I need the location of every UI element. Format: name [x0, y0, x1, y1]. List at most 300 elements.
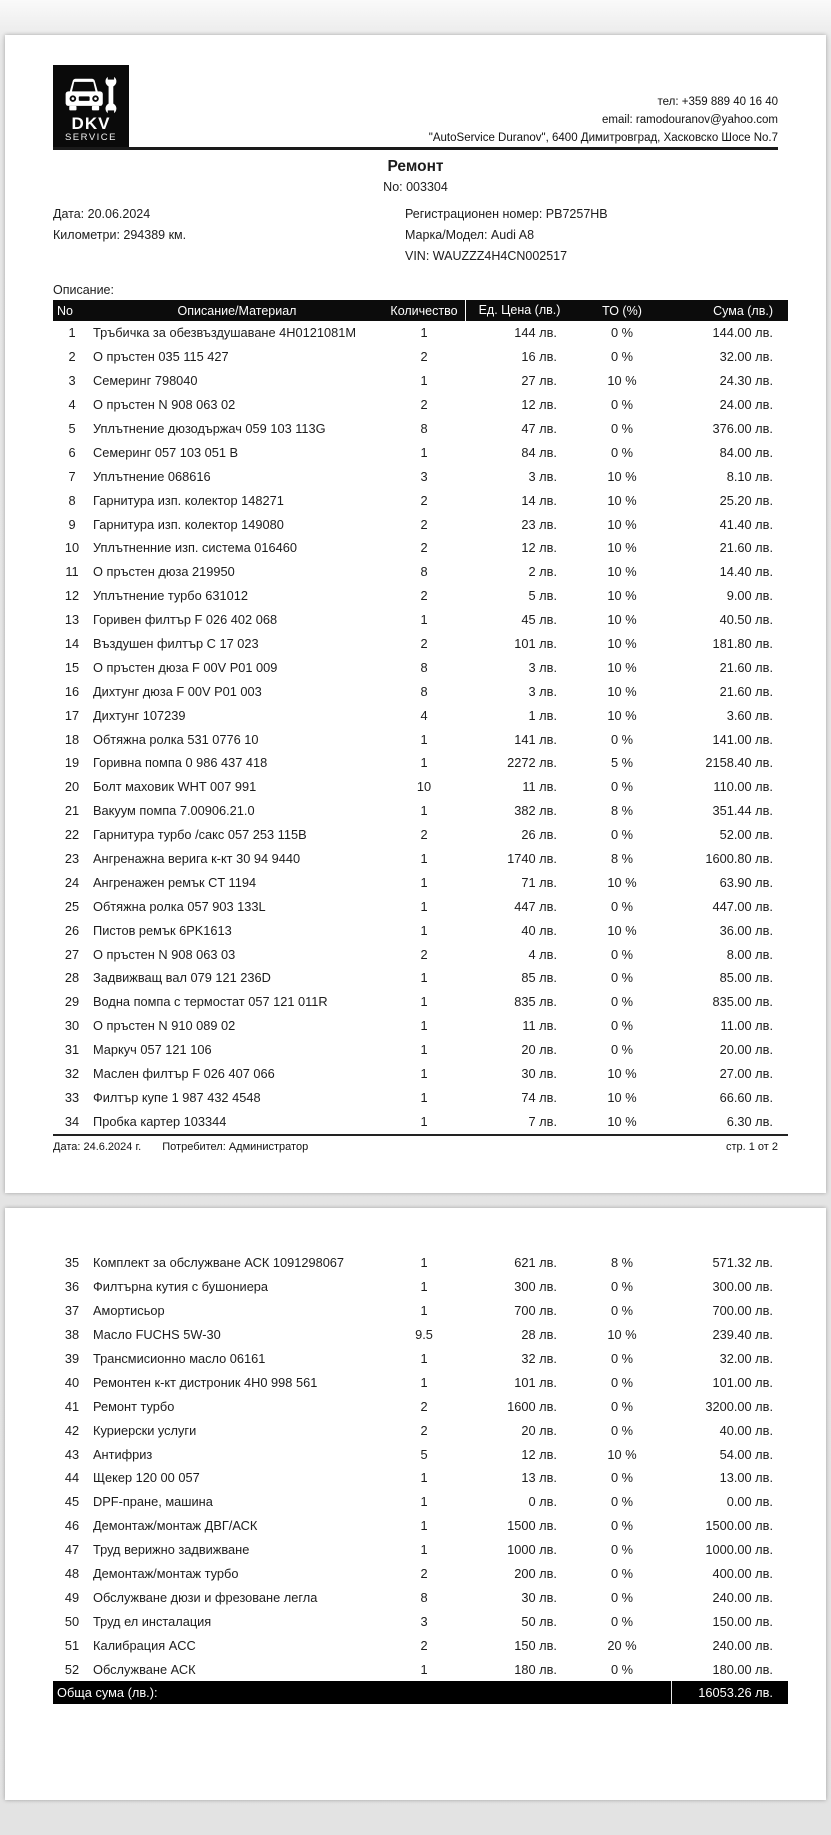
cell-to-percent: 0 %	[610, 1398, 634, 1414]
cell-sum: 1000.00 лв.	[705, 1542, 773, 1558]
header-divider	[53, 147, 778, 150]
cell-no: 13	[64, 612, 80, 628]
cell-description: Филтър купе 1 987 432 4548	[93, 1089, 261, 1105]
cell-sum: 54.00 лв.	[719, 1446, 773, 1462]
info-make-model: Марка/Модел: Audi A8	[405, 228, 535, 242]
cell-quantity: 1	[420, 1042, 428, 1058]
cell-sum: 2158.40 лв.	[705, 755, 773, 771]
table-row	[53, 1086, 788, 1110]
contact-block	[429, 93, 778, 147]
cell-to-percent: 0 %	[610, 1566, 634, 1582]
contact-email: email: ramodouranov@yahoo.com	[602, 114, 778, 126]
cell-unit-price: 1500 лв.	[507, 1518, 557, 1534]
cell-no: 28	[64, 970, 80, 986]
cell-no: 8	[68, 492, 76, 508]
cell-description: Антифриз	[93, 1446, 153, 1462]
cell-to-percent: 10 %	[607, 707, 637, 723]
cell-no: 16	[64, 683, 80, 699]
cell-quantity: 2	[420, 1637, 428, 1653]
cell-quantity: 1	[420, 1351, 428, 1366]
items-table	[53, 300, 788, 1136]
cell-sum: 571.32 лв.	[712, 1255, 773, 1271]
cell-unit-price: 20 лв.	[521, 1422, 557, 1438]
cell-to-percent: 0 %	[610, 1494, 634, 1510]
cell-quantity: 1	[420, 1113, 428, 1129]
cell-unit-price: 0 лв.	[528, 1494, 557, 1510]
cell-sum: 36.00 лв.	[719, 922, 773, 938]
cell-quantity: 1	[420, 922, 428, 938]
table-row	[53, 1466, 788, 1490]
cell-to-percent: 10 %	[607, 636, 637, 652]
cell-to-percent: 10 %	[607, 1066, 637, 1082]
cell-no: 35	[64, 1255, 80, 1271]
cell-description: Обслужване дюзи и фрезоване легла	[93, 1589, 318, 1605]
cell-unit-price: 14 лв.	[521, 492, 557, 508]
table-row	[53, 870, 788, 894]
cell-sum: 700.00 лв.	[712, 1303, 773, 1319]
cell-no: 25	[64, 898, 80, 914]
cell-no: 32	[64, 1066, 80, 1082]
table-row	[53, 417, 788, 441]
cell-no: 7	[68, 468, 76, 484]
cell-quantity: 9.5	[415, 1327, 433, 1343]
cell-to-percent: 0 %	[610, 1613, 634, 1629]
cell-to-percent: 0 %	[610, 994, 634, 1010]
cell-quantity: 1	[420, 1018, 428, 1034]
cell-unit-price: 1000 лв.	[507, 1542, 557, 1558]
cell-description: Болт маховик WHT 007 991	[93, 779, 257, 795]
cell-to-percent: 0 %	[610, 731, 634, 747]
cell-sum: 40.50 лв.	[719, 612, 773, 628]
table-row	[53, 679, 788, 703]
cell-no: 19	[64, 755, 80, 771]
table-row	[53, 1538, 788, 1562]
cell-quantity: 2	[420, 588, 428, 604]
table-row	[53, 1323, 788, 1347]
table-row	[53, 1418, 788, 1442]
cell-unit-price: 85 лв.	[521, 970, 557, 986]
cell-unit-price: 5 лв.	[528, 588, 557, 604]
cell-quantity: 2	[420, 540, 428, 556]
cell-sum: 1500.00 лв.	[705, 1518, 773, 1534]
cell-unit-price: 382 лв.	[514, 803, 557, 819]
table-row	[53, 632, 788, 656]
vehicle-info	[53, 204, 778, 267]
cell-sum: 181.80 лв.	[712, 636, 773, 652]
cell-no: 26	[64, 922, 80, 938]
table-row	[53, 1657, 788, 1681]
cell-unit-price: 300 лв.	[514, 1279, 557, 1295]
cell-no: 48	[64, 1566, 80, 1582]
cell-no: 44	[64, 1470, 80, 1486]
cell-unit-price: 23 лв.	[521, 516, 557, 532]
cell-description: Уплътнение 068616	[93, 468, 211, 484]
cell-no: 4	[68, 397, 76, 413]
table-row	[53, 799, 788, 823]
document-viewport	[0, 35, 831, 1835]
table-row	[53, 1442, 788, 1466]
cell-no: 1	[68, 325, 76, 341]
cell-sum: 351.44 лв.	[712, 803, 773, 819]
footer-left	[53, 1141, 326, 1153]
table-row	[53, 321, 788, 345]
cell-sum: 24.00 лв.	[719, 397, 773, 413]
table-row	[53, 1038, 788, 1062]
table-row	[53, 1514, 788, 1538]
cell-quantity: 1	[420, 851, 428, 867]
cell-no: 20	[64, 779, 80, 795]
cell-sum: 400.00 лв.	[712, 1566, 773, 1582]
cell-sum: 0.00 лв.	[726, 1494, 773, 1510]
cell-quantity: 2	[420, 827, 428, 843]
cell-unit-price: 12 лв.	[521, 1446, 557, 1462]
cell-description: Гарнитура турбо /сакс 057 253 115B	[93, 827, 307, 843]
cell-unit-price: 200 лв.	[514, 1566, 557, 1582]
cell-to-percent: 10 %	[607, 874, 637, 890]
cell-to-percent: 8 %	[610, 1255, 634, 1271]
cell-no: 11	[65, 564, 79, 580]
table-row	[53, 1370, 788, 1394]
cell-no: 31	[64, 1042, 80, 1058]
cell-no: 43	[64, 1446, 80, 1462]
cell-quantity: 1	[420, 373, 428, 389]
cell-quantity: 8	[420, 421, 428, 436]
cell-sum: 84.00 лв.	[719, 444, 773, 460]
table-row	[53, 1562, 788, 1586]
cell-unit-price: 20 лв.	[521, 1042, 557, 1058]
table-body-page1	[53, 321, 788, 1133]
table-row	[53, 942, 788, 966]
cell-description: Гарнитура изп. колектор 148271	[93, 492, 284, 508]
cell-unit-price: 16 лв.	[521, 349, 557, 365]
cell-no: 33	[64, 1089, 80, 1105]
table-row	[53, 1014, 788, 1038]
cell-no: 50	[64, 1613, 80, 1629]
cell-sum: 13.00 лв.	[719, 1470, 773, 1486]
cell-sum: 240.00 лв.	[712, 1637, 773, 1653]
cell-unit-price: 180 лв.	[514, 1661, 557, 1677]
table-row	[53, 1299, 788, 1323]
cell-description: Ангренажен ремък CT 1194	[93, 874, 257, 890]
cell-description: Калибрация ACC	[93, 1637, 196, 1653]
cell-quantity: 1	[420, 1542, 428, 1558]
cell-description: Горивна помпа 0 986 437 418	[93, 755, 268, 771]
cell-to-percent: 0 %	[610, 1303, 634, 1319]
cell-to-percent: 8 %	[610, 851, 634, 867]
cell-sum: 85.00 лв.	[719, 970, 773, 986]
cell-quantity: 4	[420, 707, 428, 723]
cell-unit-price: 13 лв.	[521, 1470, 557, 1486]
cell-unit-price: 3 лв.	[528, 468, 557, 484]
table-row	[53, 1609, 788, 1633]
cell-description: Семеринг 057 103 051 B	[93, 444, 239, 460]
cell-unit-price: 84 лв.	[521, 444, 557, 460]
cell-to-percent: 0 %	[610, 1374, 634, 1390]
cell-no: 3	[68, 373, 76, 389]
cell-unit-price: 1 лв.	[528, 707, 557, 723]
cell-no: 36	[64, 1279, 80, 1295]
table-row	[53, 823, 788, 847]
cell-to-percent: 0 %	[610, 444, 634, 460]
letterhead	[53, 35, 778, 147]
cell-sum: 21.60 лв.	[719, 540, 773, 556]
table-row	[53, 536, 788, 560]
cell-unit-price: 27 лв.	[521, 373, 557, 389]
cell-description: Ангренажна верига к-кт 30 94 9440	[93, 851, 301, 867]
table-row	[53, 703, 788, 727]
cell-description: О пръстен дюза F 00V P01 009	[93, 659, 278, 675]
column-header: Сума (лв.)	[713, 303, 773, 318]
cell-no: 40	[64, 1374, 80, 1390]
cell-no: 18	[64, 731, 80, 747]
cell-description: Дихтунг дюза F 00V P01 003	[93, 683, 262, 699]
cell-description: Куриерски услуги	[93, 1422, 197, 1438]
cell-description: Масло FUCHS 5W-30	[93, 1327, 221, 1343]
cell-unit-price: 50 лв.	[521, 1613, 557, 1629]
cell-no: 39	[64, 1351, 80, 1366]
table-body-page2	[53, 1251, 788, 1681]
cell-unit-price: 7 лв.	[528, 1113, 557, 1129]
cell-to-percent: 0 %	[610, 1542, 634, 1558]
cell-no: 29	[64, 994, 80, 1010]
cell-sum: 3200.00 лв.	[705, 1398, 773, 1414]
cell-sum: 150.00 лв.	[712, 1613, 773, 1629]
cell-sum: 41.40 лв.	[719, 516, 773, 532]
cell-no: 45	[64, 1494, 80, 1510]
table-row	[53, 966, 788, 990]
cell-to-percent: 0 %	[610, 1661, 634, 1677]
cell-to-percent: 0 %	[610, 1042, 634, 1058]
cell-no: 12	[64, 588, 80, 604]
document-number: No: 003304	[383, 180, 448, 194]
cell-sum: 239.40 лв.	[712, 1327, 773, 1343]
column-header: Описание/Материал	[177, 303, 297, 318]
cell-quantity: 1	[420, 1279, 428, 1295]
cell-quantity: 8	[420, 659, 428, 675]
cell-quantity: 8	[420, 683, 428, 699]
cell-description: DPF-пране, машина	[93, 1494, 213, 1510]
cell-quantity: 2	[420, 349, 428, 365]
cell-quantity: 2	[420, 1398, 428, 1414]
cell-to-percent: 8 %	[610, 803, 634, 819]
cell-quantity: 2	[420, 492, 428, 508]
cell-quantity: 1	[420, 1374, 428, 1390]
logo-text: DKV	[71, 114, 111, 133]
cell-quantity: 3	[420, 468, 428, 484]
cell-unit-price: 4 лв.	[528, 946, 557, 962]
table-row	[53, 847, 788, 871]
cell-description: Вакуум помпа 7.00906.21.0	[93, 803, 255, 819]
cell-to-percent: 10 %	[607, 659, 637, 675]
cell-unit-price: 30 лв.	[521, 1589, 557, 1605]
cell-unit-price: 144 лв.	[514, 325, 557, 341]
table-row	[53, 1490, 788, 1514]
cell-unit-price: 150 лв.	[514, 1637, 557, 1653]
cell-unit-price: 700 лв.	[514, 1303, 557, 1319]
cell-sum: 141.00 лв.	[712, 731, 773, 747]
cell-description: Пистов ремък 6PK1613	[93, 922, 232, 938]
cell-unit-price: 3 лв.	[528, 659, 557, 675]
cell-to-percent: 10 %	[607, 612, 637, 628]
table-row	[53, 751, 788, 775]
cell-to-percent: 10 %	[607, 588, 637, 604]
cell-sum: 240.00 лв.	[712, 1589, 773, 1605]
cell-description: Демонтаж/монтаж ДВГ/АСК	[93, 1518, 258, 1534]
cell-unit-price: 141 лв.	[514, 731, 557, 747]
table-row	[53, 1347, 788, 1371]
cell-quantity: 5	[420, 1446, 428, 1462]
cell-sum: 300.00 лв.	[712, 1279, 773, 1295]
cell-sum: 11.00 лв.	[720, 1018, 773, 1034]
cell-to-percent: 10 %	[607, 516, 637, 532]
cell-unit-price: 11 лв.	[522, 1018, 557, 1034]
column-header: No	[57, 303, 73, 318]
dkv-service-logo	[53, 65, 129, 147]
cell-unit-price: 621 лв.	[514, 1255, 557, 1271]
cell-sum: 9.00 лв.	[726, 588, 773, 604]
cell-sum: 21.60 лв.	[719, 683, 773, 699]
cell-to-percent: 0 %	[610, 349, 634, 365]
cell-unit-price: 74 лв.	[521, 1089, 557, 1105]
table-row	[53, 775, 788, 799]
cell-quantity: 2	[420, 636, 428, 652]
table-row	[53, 1585, 788, 1609]
info-kilometers: Километри: 294389 км.	[53, 228, 187, 242]
table-row	[53, 918, 788, 942]
cell-to-percent: 0 %	[610, 1589, 634, 1605]
cell-to-percent: 10 %	[607, 468, 637, 484]
cell-description: Гарнитура изп. колектор 149080	[93, 516, 284, 532]
cell-description: Филтърна кутия с бушониера	[93, 1279, 269, 1295]
cell-sum: 20.00 лв.	[719, 1042, 773, 1058]
cell-unit-price: 26 лв.	[521, 827, 557, 843]
cell-description: Семеринг 798040	[93, 373, 198, 389]
cell-quantity: 2	[420, 946, 428, 962]
contact-address: "AutoService Duranov", 6400 Димитровград, Хасковско Шосе No.7	[428, 132, 778, 144]
cell-sum: 66.60 лв.	[719, 1089, 773, 1105]
cell-quantity: 8	[420, 1589, 428, 1605]
cell-to-percent: 10 %	[607, 1327, 637, 1343]
cell-sum: 835.00 лв.	[712, 994, 773, 1010]
cell-no: 34	[64, 1113, 80, 1129]
cell-to-percent: 0 %	[610, 1279, 634, 1295]
cell-quantity: 1	[420, 898, 428, 914]
cell-quantity: 1	[420, 755, 428, 771]
table-row	[53, 1275, 788, 1299]
cell-to-percent: 0 %	[610, 1018, 634, 1034]
cell-unit-price: 2 лв.	[528, 564, 557, 580]
cell-description: О пръстен 035 115 427	[93, 349, 229, 365]
column-header: Ед. Цена (лв.)	[465, 300, 573, 321]
cell-no: 27	[64, 946, 80, 962]
cell-quantity: 1	[420, 444, 428, 460]
table-row	[53, 727, 788, 751]
cell-quantity: 1	[420, 325, 428, 341]
cell-to-percent: 10 %	[607, 922, 637, 938]
cell-to-percent: 0 %	[610, 898, 634, 914]
table-row	[53, 1251, 788, 1275]
cell-sum: 21.60 лв.	[719, 659, 773, 675]
table-row	[53, 1109, 788, 1133]
cell-description: Труд верижно задвижване	[93, 1542, 250, 1558]
cell-no: 23	[64, 851, 80, 867]
table-row	[53, 1062, 788, 1086]
cell-to-percent: 10 %	[607, 564, 637, 580]
cell-description: Пробка картер 103344	[93, 1113, 227, 1129]
cell-to-percent: 10 %	[607, 1446, 637, 1462]
cell-sum: 27.00 лв.	[719, 1066, 773, 1082]
cell-description: О пръстен N 908 063 03	[93, 946, 236, 962]
cell-sum: 144.00 лв.	[712, 325, 773, 341]
cell-unit-price: 2272 лв.	[507, 755, 557, 771]
table-row	[53, 560, 788, 584]
cell-quantity: 2	[420, 516, 428, 532]
cell-quantity: 1	[420, 1303, 428, 1319]
cell-no: 10	[64, 540, 80, 556]
cell-unit-price: 3 лв.	[528, 683, 557, 699]
table-row	[53, 345, 788, 369]
info-right-column	[405, 204, 778, 267]
cell-sum: 376.00 лв.	[712, 421, 773, 436]
cell-to-percent: 10 %	[607, 373, 637, 389]
cell-no: 49	[64, 1589, 80, 1605]
cell-to-percent: 10 %	[607, 492, 637, 508]
cell-description: О пръстен N 910 089 02	[93, 1018, 236, 1034]
cell-description: Трансмисионно масло 06161	[93, 1351, 266, 1366]
cell-sum: 180.00 лв.	[712, 1661, 773, 1677]
cell-to-percent: 5 %	[610, 755, 634, 771]
table-row	[53, 512, 788, 536]
total-label: Обща сума (лв.):	[57, 1685, 158, 1701]
cell-to-percent: 0 %	[610, 397, 634, 413]
cell-quantity: 2	[420, 1566, 428, 1582]
cell-description: Дихтунг 107239	[93, 707, 186, 723]
cell-quantity: 1	[420, 1518, 428, 1534]
cell-no: 51	[64, 1637, 80, 1653]
cell-no: 14	[64, 636, 80, 652]
cell-quantity: 1	[420, 1066, 428, 1082]
document-title: Ремонт	[387, 158, 444, 175]
table-row	[53, 488, 788, 512]
cell-quantity: 1	[420, 994, 428, 1010]
cell-sum: 6.30 лв.	[726, 1113, 773, 1129]
cell-to-percent: 20 %	[607, 1637, 637, 1653]
cell-sum: 1600.80 лв.	[705, 851, 773, 867]
cell-sum: 32.00 лв.	[719, 1351, 773, 1366]
cell-description: Ремонт турбо	[93, 1398, 175, 1414]
invoice-page-1	[5, 35, 826, 1193]
items-table-continued	[53, 1251, 788, 1681]
cell-description: Уплътнение турбо 631012	[93, 588, 248, 604]
cell-to-percent: 0 %	[610, 1351, 634, 1366]
cell-unit-price: 11 лв.	[522, 779, 557, 795]
cell-sum: 40.00 лв.	[719, 1422, 773, 1438]
cell-sum: 25.20 лв.	[719, 492, 773, 508]
page-footer	[53, 1141, 778, 1153]
cell-quantity: 1	[420, 731, 428, 747]
cell-sum: 63.90 лв.	[719, 874, 773, 890]
footer-page-number: стр. 1 от 2	[725, 1141, 778, 1154]
table-row	[53, 894, 788, 918]
cell-unit-price: 447 лв.	[514, 898, 557, 914]
cell-description: Обтяжна ролка 531 0776 10	[93, 731, 259, 747]
cell-unit-price: 12 лв.	[521, 397, 557, 413]
total-value: 16053.26 лв.	[671, 1681, 788, 1704]
table-bottom-border	[53, 1134, 788, 1136]
cell-no: 47	[64, 1542, 80, 1558]
cell-unit-price: 47 лв.	[521, 421, 557, 436]
cell-description: Водна помпа с термостат 057 121 011R	[93, 994, 328, 1010]
